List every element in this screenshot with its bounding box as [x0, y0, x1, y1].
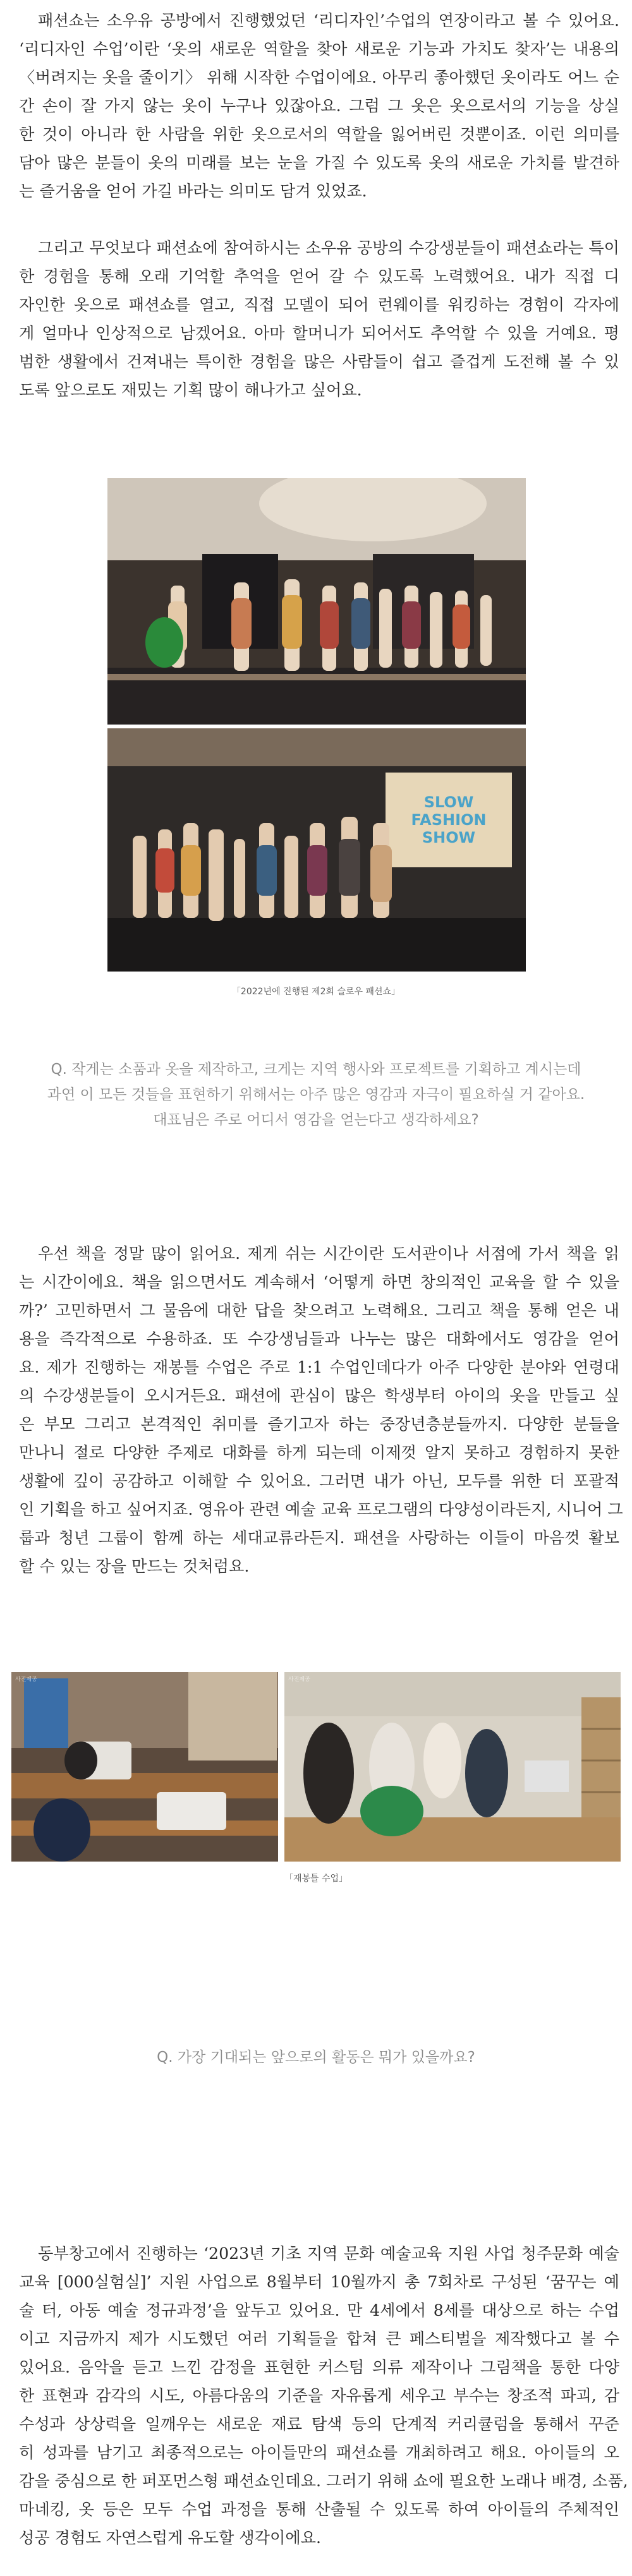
sewing-room-illustration [11, 1672, 278, 1862]
interview-question-inspiration [0, 1057, 632, 1133]
photo-caption-sewing-class: 「재봉틀 수업」 [284, 1874, 348, 1884]
workshop-room-illustration [284, 1672, 621, 1862]
sewing-class-photo-right [284, 1672, 621, 1862]
text-line: 자인한 옷으로 패션쇼를 열고, 직접 모델이 되어 런웨이를 워킹하는 경험이 각자에 [19, 296, 619, 314]
runway-photo-illustration [107, 478, 526, 725]
text-line: 술 터, 아동 예술 정규과정’을 앞두고 있어요. 만 4세에서 8세를 대상으로 하는 수업 [19, 2301, 619, 2320]
text-line: 할 수 있는 장을 만드는 것처럼요. [19, 1557, 250, 1575]
text-line: 감을 중심으로 한 퍼포먼스형 패션쇼인데요. 그러기 위해 쇼에 필요한 노래나 배경, 소품, [19, 2472, 628, 2490]
screen-text-line-3: SHOW [422, 829, 476, 846]
paragraph-redesign-class [19, 6, 619, 205]
paragraph-future-activities [19, 2239, 628, 2552]
text-line: 룹과 청년 그룹이 함께 하는 세대교류라든지. 패션을 사랑하는 이들이 마음껏 활보 [19, 1529, 619, 1547]
text-line: ‘리디자인 수업’이란 ‘옷의 새로운 역할을 찾아 새로운 기능과 가치도 찾자’는 내용의 [19, 40, 619, 58]
sewing-class-photo-left [11, 1672, 278, 1862]
question-line: Q. 작게는 소품과 옷을 제작하고, 크게는 지역 행사와 프로젝트를 기획하고 계시는데 [51, 1061, 581, 1078]
paragraph-inspiration-answer [19, 1239, 623, 1580]
text-line: 범한 생활에서 건져내는 특이한 경험을 많은 사람들이 쉽고 즐겁게 도전해 볼 수 있 [19, 352, 619, 371]
text-line: 수성과 상상력을 일깨우는 새로운 재료 탐색 등의 단계적 커리큘럼을 통해서 꾸준 [19, 2415, 619, 2433]
paragraph-fashion-show-experience [19, 234, 619, 404]
question-line: Q. 가장 기대되는 앞으로의 활동은 뭐가 있을까요? [157, 2049, 475, 2066]
text-line: 마네킹, 옷 등은 모두 수업 과정을 통해 산출될 수 있도록 하여 아이들의 주체적인 [19, 2500, 619, 2519]
screen-text-line-2: FASHION [411, 811, 487, 829]
text-line: 이고 지금까지 제가 시도했던 여러 기획들을 합쳐 큰 페스티벌을 제작했다고 볼 수 [19, 2330, 619, 2348]
photo-credit-right: 사진제공 [288, 1676, 310, 1683]
question-line: 과연 이 모든 것들을 표현하기 위해서는 아주 많은 영감과 자극이 필요하실 거 같아요. [47, 1086, 585, 1103]
text-line: 히 성과를 남기고 최종적으로는 아이들만의 패션쇼를 개최하려고 해요. 아이들의 오 [19, 2443, 619, 2462]
text-line: 한 것이 아니라 한 사람을 위한 옷으로서의 역할을 잃어버린 것뿐이죠. 이런 의미를 [19, 125, 619, 143]
text-line: 는 시간이에요. 책을 읽으면서도 계속해서 ‘어떻게 하면 창의적인 교육을 할 수 있을 [19, 1273, 619, 1291]
interview-question-future [0, 2045, 632, 2070]
text-line: 요. 제가 진행하는 재봉틀 수업은 주로 1:1 수업인데다가 아주 다양한 분야와 연령대 [19, 1358, 619, 1376]
text-line: 는 즐거움을 얻어 가길 바라는 의미도 담겨 있었죠. [19, 182, 367, 200]
text-line: 〈버려지는 옷을 줄이기〉 위해 시작한 수업이에요. 아무리 좋아했던 옷이라도 어느 순 [19, 68, 619, 87]
fashion-show-photo-top [107, 478, 526, 725]
text-line: 한 경험을 통해 오래 기억할 추억을 얻어 갈 수 있도록 노력했어요. 내가 직접 디 [19, 267, 619, 286]
text-line: 성공 경험도 자연스럽게 유도할 생각이에요. [19, 2529, 321, 2547]
question-line: 대표님은 주로 어디서 영감을 얻는다고 생각하세요? [153, 1112, 479, 1128]
text-line: 은 부모 그리고 본격적인 취미를 즐기고자 하는 중장년층분들까지. 다양한 분들을 [19, 1415, 619, 1433]
text-line: 간 손이 잘 가지 않는 옷이 누구나 있잖아요. 그럼 그 옷은 옷으로서의 기능을 상실 [19, 97, 619, 115]
text-line: 그리고 무엇보다 패션쇼에 참여하시는 소우유 공방의 수강생분들이 패션쇼라는 특이 [38, 239, 619, 257]
stage-screen [386, 773, 512, 867]
text-line: 생활에 깊이 공감하고 이해할 수 있어요. 그러면 내가 아닌, 모두를 위한 더 포괄적 [19, 1472, 619, 1490]
text-line: 용을 즉각적으로 수용하죠. 또 수강생님들과 나누는 많은 대화에서도 영감을 얻어 [19, 1330, 619, 1348]
text-line: 한 표현과 감각의 시도, 아름다움의 기준을 자유롭게 세우고 부수는 창조적 파괴, 감 [19, 2386, 619, 2405]
photo-credit-left: 사진제공 [15, 1676, 37, 1683]
text-line: 까?’ 고민하면서 그 물음에 대한 답을 찾으려고 노력해요. 그리고 책을 통해 얻은 내 [19, 1301, 619, 1320]
text-line: 교육 [000실험실]’ 지원 사업으로 8월부터 10월까지 총 7회차로 구성된 ‘꿈꾸는 예 [19, 2273, 619, 2291]
screen-text-line-1: SLOW [423, 793, 474, 811]
text-line: 동부창고에서 진행하는 ‘2023년 기초 지역 문화 예술교육 지원 사업 청주문화 예술 [38, 2244, 619, 2263]
text-line: 게 얼마나 인상적으로 남겠어요. 아마 할머니가 되어서도 추억할 수 있을 거예요. 평 [19, 324, 619, 342]
text-line: 의 수강생분들이 오시거든요. 패션에 관심이 많은 학생부터 아이의 옷을 만들고 싶 [19, 1387, 619, 1405]
text-line: 만나니 절로 다양한 주제로 대화를 하게 되는데 이제껏 알지 못하고 경험하지 못한 [19, 1443, 619, 1462]
text-line: 패션쇼는 소우유 공방에서 진행했었던 ‘리디자인’수업의 연장이라고 볼 수 있어요. [38, 11, 619, 30]
text-line: 우선 책을 정말 많이 읽어요. 제게 쉬는 시간이란 도서관이나 서점에 가서 책을 읽 [38, 1244, 619, 1263]
fashion-show-photo-bottom [107, 728, 526, 972]
text-line: 있어요. 음악을 듣고 느낀 감정을 표현한 커스텀 의류 제작이나 그림책을 통한 다양 [19, 2358, 619, 2376]
text-line: 도록 앞으로도 재밌는 기획 많이 해나가고 싶어요. [19, 381, 362, 399]
photo-caption-fashion-show: 「2022년에 진행된 제2회 슬로우 패션쇼」 [231, 987, 401, 997]
text-line: 담아 많은 분들이 옷의 미래를 보는 눈을 가질 수 있도록 옷의 새로운 가치를 발견하 [19, 153, 619, 172]
text-line: 인 기획을 하고 싶어지죠. 영유아 관련 예술 교육 프로그램의 다양성이라든지, 시니어 그 [19, 1500, 623, 1519]
